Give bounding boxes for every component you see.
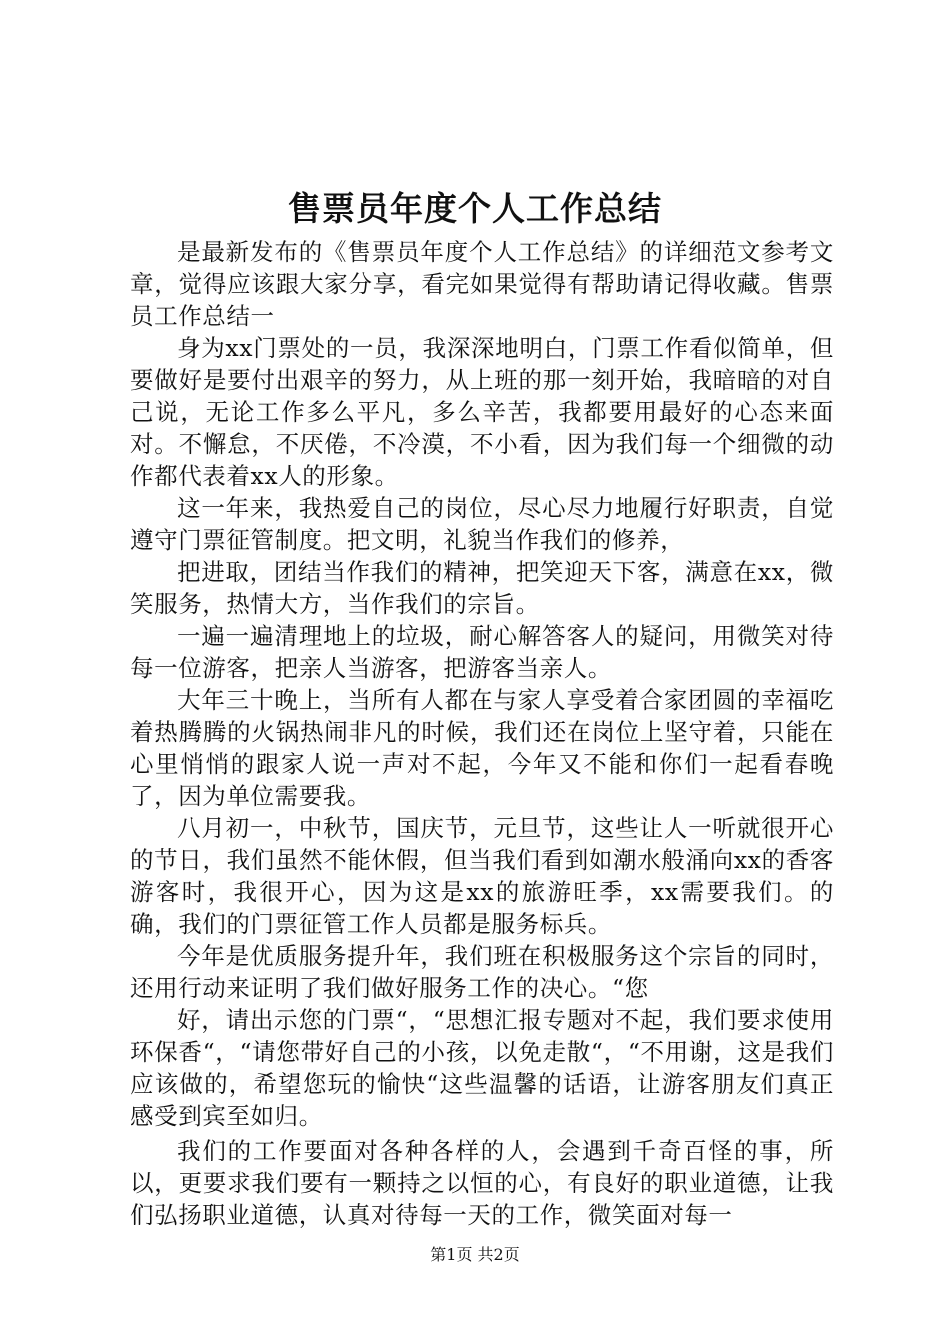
page-total: 共2页 bbox=[477, 1245, 520, 1264]
page-footer bbox=[0, 1244, 950, 1266]
paragraph-quality-service: 今年是优质服务提升年，我们班在积极服务这个宗旨的同时，还用行动来证明了我们做好服务工作的决心。“您 bbox=[130, 942, 834, 1002]
document-title: 售票员年度个人工作总结 bbox=[288, 189, 662, 228]
paragraph-motto: 把进取，团结当作我们的精神，把笑迎天下客，满意在xx，微笑服务，热情大方，当作我们的宗旨。 bbox=[130, 558, 834, 618]
document-body bbox=[130, 236, 834, 1231]
paragraph-intro: 是最新发布的《售票员年度个人工作总结》的详细范文参考文章，觉得应该跟大家分享，看完如果觉得有帮助请记得收藏。售票员工作总结一 bbox=[130, 238, 834, 330]
paragraph-holidays: 八月初一，中秋节，国庆节，元旦节，这些让人一听就很开心的节日，我们虽然不能休假，但当我们看到如潮水般涌向xx的香客游客时，我很开心，因为这是xx的旅游旺季，xx需要我们。的确，我们的门票征管工作人员都是服务标兵。 bbox=[130, 814, 834, 938]
paragraph-ethics: 我们的工作要面对各种各样的人，会遇到千奇百怪的事，所以，更要求我们要有一颗持之以恒的心，有良好的职业道德，让我们弘扬职业道德，认真对待每一天的工作，微笑面对每一 bbox=[130, 1137, 834, 1229]
paragraph-service: 一遍一遍清理地上的垃圾，耐心解答客人的疑问，用微笑对待每一位游客，把亲人当游客，把游客当亲人。 bbox=[130, 622, 834, 682]
page-number: 第1页 bbox=[430, 1245, 473, 1264]
paragraph-role: 身为xx门票处的一员，我深深地明白，门票工作看似简单，但要做好是要付出艰辛的努力，从上班的那一刻开始，我暗暗的对自己说，无论工作多么平凡，多么辛苦，我都要用最好的心态来面对。不懈怠，不厌倦，不冷漠，不小看，因为我们每一个细微的动作都代表着xx人的形象。 bbox=[130, 334, 834, 490]
paragraph-year-review: 这一年来，我热爱自己的岗位，尽心尽力地履行好职责，自觉遵守门票征管制度。把文明，礼貌当作我们的修养， bbox=[130, 494, 834, 554]
paragraph-new-year-eve: 大年三十晚上，当所有人都在与家人享受着合家团圆的幸福吃着热腾腾的火锅热闹非凡的时候，我们还在岗位上坚守着，只能在心里悄悄的跟家人说一声对不起，今年又不能和你们一起看春晚了，因为单位需要我。 bbox=[130, 686, 834, 810]
paragraph-greetings: 好，请出示您的门票“，“思想汇报专题对不起，我们要求使用环保香“，“请您带好自己的小孩，以免走散“，“不用谢，这是我们应该做的，希望您玩的愉快“这些温馨的话语，让游客朋友们真正感受到宾至如归。 bbox=[130, 1006, 834, 1130]
